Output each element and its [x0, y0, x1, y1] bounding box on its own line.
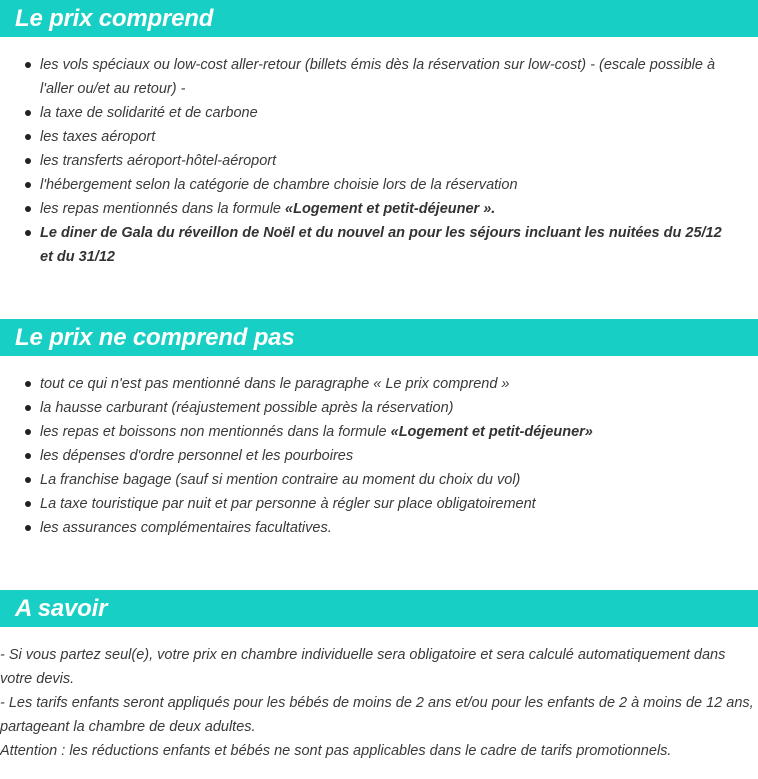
list-item — [0, 516, 758, 540]
list-item — [0, 221, 758, 269]
bullet-icon — [25, 230, 31, 236]
list-item-text: les repas mentionnés dans la formule — [40, 201, 286, 217]
list-item — [0, 149, 758, 173]
list-item — [0, 101, 758, 125]
list-item-text: La taxe touristique par nuit et par personne à régler sur place obligatoirement — [40, 496, 536, 512]
list-item-text: la hausse carburant (réajustement possible après la réservation) — [40, 400, 454, 416]
bullet-icon — [25, 182, 31, 188]
section-header-includes — [0, 0, 758, 37]
list-item — [0, 396, 758, 420]
list-item-text: tout ce qui n'est pas mentionné dans le paragraphe « Le prix comprend » — [40, 376, 510, 392]
list-item — [0, 420, 758, 444]
section-header-savoir — [0, 590, 758, 627]
bullet-icon — [25, 501, 31, 507]
excludes-list — [0, 372, 758, 540]
bullet-icon — [25, 206, 31, 212]
list-item-text: les repas et boissons non mentionnés dans la formule — [40, 424, 391, 440]
section-title-excludes: Le prix ne comprend pas — [15, 324, 295, 351]
list-item — [0, 468, 758, 492]
list-item-bold-text: «Logement et petit-déjeuner» — [390, 424, 593, 440]
list-item-text: les taxes aéroport — [40, 129, 156, 145]
list-item-text: les dépenses d'ordre personnel et les pourboires — [40, 448, 354, 464]
bullet-icon — [25, 477, 31, 483]
section-title-savoir: A savoir — [15, 595, 108, 622]
list-item — [0, 53, 758, 101]
list-item — [0, 197, 758, 221]
bullet-icon — [25, 405, 31, 411]
list-item-text: les transferts aéroport-hôtel-aéroport — [40, 153, 277, 169]
list-item-text: La franchise bagage (sauf si mention contraire au moment du choix du vol) — [40, 472, 521, 488]
bullet-icon — [25, 158, 31, 164]
includes-list — [0, 53, 758, 269]
list-item-bold-text: «Logement et petit-déjeuner ». — [285, 201, 496, 217]
savoir-paragraph: - Les tarifs enfants seront appliqués pour les bébés de moins de 2 ans et/ou pour les enfants de 2 à moins de 12 ans, partageant la chambre de deux adultes. — [0, 695, 754, 735]
list-item — [0, 492, 758, 516]
list-item-bold-text: Le diner de Gala du réveillon de Noël et du nouvel an pour les séjours incluant les nuitées du 25/12 et du 31/12 — [40, 225, 722, 265]
savoir-content — [0, 643, 758, 763]
bullet-icon — [25, 110, 31, 116]
list-item-text: la taxe de solidarité et de carbone — [40, 105, 258, 121]
bullet-icon — [25, 134, 31, 140]
section-title-includes: Le prix comprend — [15, 5, 214, 32]
bullet-icon — [25, 62, 31, 68]
bullet-icon — [25, 381, 31, 387]
bullet-icon — [25, 525, 31, 531]
bullet-icon — [25, 453, 31, 459]
list-item — [0, 444, 758, 468]
list-item-text: l'hébergement selon la catégorie de chambre choisie lors de la réservation — [40, 177, 518, 193]
list-item — [0, 173, 758, 197]
list-item-text: les assurances complémentaires facultatives. — [40, 520, 332, 536]
savoir-paragraph: Attention : les réductions enfants et bébés ne sont pas applicables dans le cadre de tarifs promotionnels. — [0, 743, 672, 759]
list-item-text: les vols spéciaux ou low-cost aller-retour (billets émis dès la réservation sur low-cost) - (escale possible à l'aller ou/et au retour) - — [40, 57, 716, 97]
section-header-excludes — [0, 319, 758, 356]
list-item — [0, 372, 758, 396]
bullet-icon — [25, 429, 31, 435]
savoir-paragraph: - Si vous partez seul(e), votre prix en chambre individuelle sera obligatoire et sera calculé automatiquement dans votre devis. — [0, 647, 726, 687]
list-item — [0, 125, 758, 149]
